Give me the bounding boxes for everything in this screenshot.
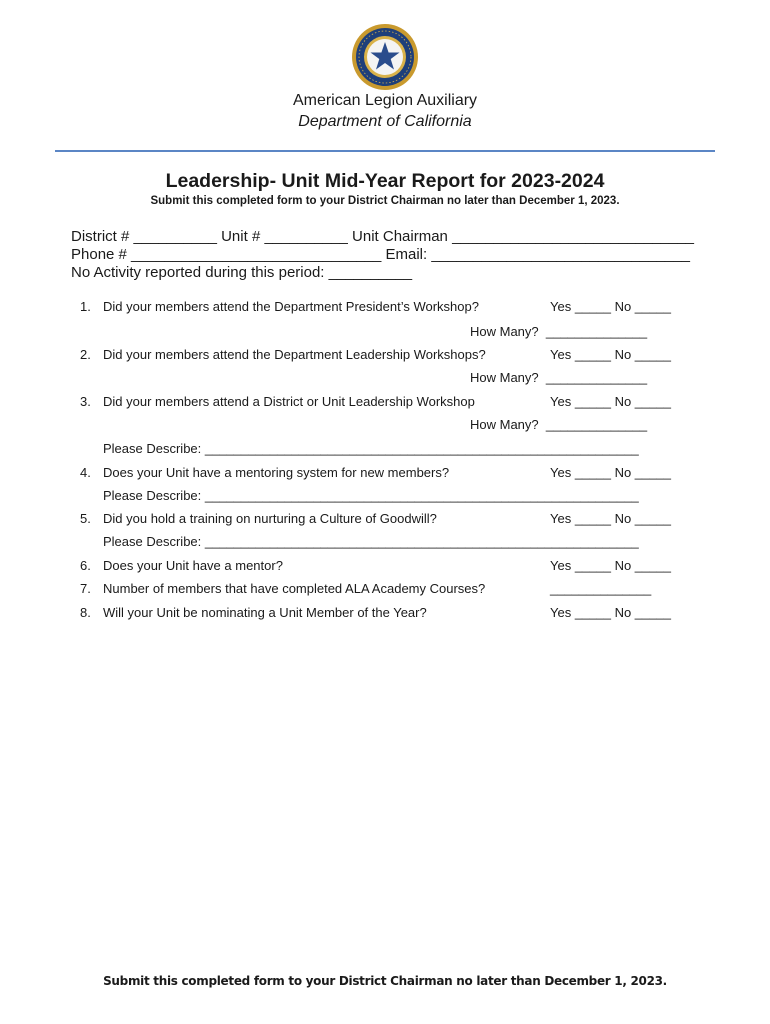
question-text: Did you hold a training on nurturing a Culture of Goodwill? bbox=[103, 511, 437, 526]
yes-no-answer[interactable]: Yes _____ No _____ bbox=[550, 465, 671, 480]
question-number: 7. bbox=[80, 581, 91, 596]
describe-field[interactable]: Please Describe: ____________________________________________________________ bbox=[103, 441, 639, 456]
footer-note: Submit this completed form to your District Chairman no later than December 1, 2023. bbox=[103, 974, 667, 988]
describe-field[interactable]: Please Describe: ____________________________________________________________ bbox=[103, 534, 639, 549]
question-text: Does your Unit have a mentoring system for new members? bbox=[103, 465, 450, 480]
header-divider bbox=[55, 150, 715, 152]
department-name: Department of California bbox=[298, 113, 472, 130]
yes-no-answer[interactable]: Yes _____ No _____ bbox=[550, 511, 671, 526]
question-text: Number of members that have completed ALA Academy Courses? bbox=[103, 581, 486, 596]
question-text: Did your members attend the Department President’s Workshop? bbox=[103, 299, 479, 314]
question-number: 4. bbox=[80, 465, 91, 480]
yes-no-answer[interactable]: Yes _____ No _____ bbox=[550, 558, 671, 573]
yes-no-answer[interactable]: Yes _____ No _____ bbox=[550, 394, 671, 409]
american-legion-auxiliary-emblem-icon bbox=[351, 23, 419, 91]
yes-no-answer[interactable]: Yes _____ No _____ bbox=[550, 347, 671, 362]
question-text: Did your members attend a District or Unit Leadership Workshop bbox=[103, 394, 475, 409]
question-number: 5. bbox=[80, 511, 91, 526]
how-many-field[interactable]: How Many? ______________ bbox=[470, 417, 648, 432]
report-subtitle: Submit this completed form to your District Chairman no later than December 1, 2023. bbox=[150, 195, 620, 207]
question-text: Does your Unit have a mentor? bbox=[103, 558, 283, 573]
question-text: Did your members attend the Department Leadership Workshops? bbox=[103, 347, 486, 362]
describe-field[interactable]: Please Describe: ____________________________________________________________ bbox=[103, 488, 639, 503]
question-number: 2. bbox=[80, 347, 91, 362]
count-answer-field[interactable]: ______________ bbox=[550, 581, 652, 596]
how-many-field[interactable]: How Many? ______________ bbox=[470, 370, 648, 385]
no-activity-field[interactable]: No Activity reported during this period: __________ bbox=[71, 264, 413, 281]
yes-no-answer[interactable]: Yes _____ No _____ bbox=[550, 605, 671, 620]
yes-no-answer[interactable]: Yes _____ No _____ bbox=[550, 299, 671, 314]
question-number: 8. bbox=[80, 605, 91, 620]
report-title: Leadership- Unit Mid-Year Report for 2023-2024 bbox=[165, 170, 605, 192]
district-unit-chairman-fields[interactable]: District # __________ Unit # __________ Unit Chairman _____________________________ bbox=[71, 228, 694, 245]
question-number: 6. bbox=[80, 558, 91, 573]
phone-email-fields[interactable]: Phone # ______________________________ Email: _______________________________ bbox=[71, 246, 690, 263]
question-text: Will your Unit be nominating a Unit Member of the Year? bbox=[103, 605, 427, 620]
question-number: 3. bbox=[80, 394, 91, 409]
how-many-field[interactable]: How Many? ______________ bbox=[470, 324, 648, 339]
question-number: 1. bbox=[80, 299, 91, 314]
organization-name: American Legion Auxiliary bbox=[292, 92, 478, 109]
